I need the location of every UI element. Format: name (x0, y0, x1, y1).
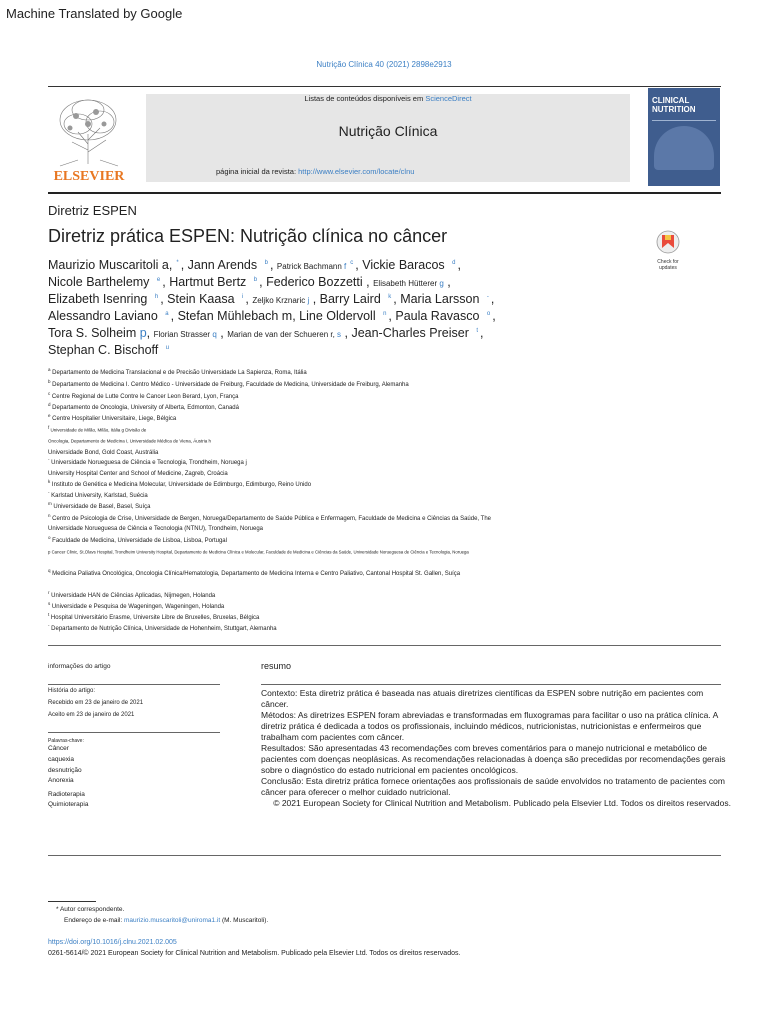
author-name: , Jann Arends (180, 258, 261, 272)
affiliation-text: University Hospital Center and School of Medicine, Zagreb, Croácia (48, 471, 228, 477)
affiliation-marker[interactable]: u (165, 344, 170, 351)
abstract-copyright: © 2021 European Society for Clinical Nutrition and Metabolism. Publicado pela Elsevier Ltd. Todos os direitos reservados. (273, 798, 731, 808)
affiliation-item (48, 456, 247, 467)
affiliation-text: Universidade Bond, Gold Coast, Austrália (48, 450, 159, 456)
author-name: Marian de van der Schueren r, (227, 330, 338, 339)
cover-title: CLINICAL NUTRITION (652, 96, 696, 114)
homepage-prefix: página inicial da revista: (216, 167, 297, 176)
abstract-methods: Métodos: As diretrizes ESPEN foram abreviadas e transformadas em fluxogramas para facilitar o uso na prática clínica. A diretriz prática é dedicada a todos os profissionais, incluindo médicos, nutricionistas, nutricionistas e enfermeiros que trabalham com pacientes com câncer. (261, 710, 718, 742)
affiliation-text: Universidade de Basel, Basel, Suíça (51, 504, 151, 510)
affiliation-marker[interactable]: a (165, 310, 169, 317)
author-name: , (443, 275, 451, 289)
affiliation-text: Medicina Paliativa Oncológica, Oncologia Clínica/Hematologia, Departamento de Medicina Interna e Centro Paliativo, Cantonal Hospital St. Gallen, Suíça (50, 571, 461, 577)
affiliation-marker[interactable]: n (383, 310, 387, 317)
author-name: f (344, 262, 347, 271)
author-name: s (337, 330, 342, 339)
homepage-line (216, 167, 414, 176)
author-line (48, 258, 461, 272)
history-label: História do artigo: (48, 688, 96, 694)
author-name: Maurizio Muscaritoli a, (48, 258, 173, 272)
affiliation-text: Departamento de Medicina Translacional e de Precisão Universidade La Sapienza, Roma, Itália (50, 370, 307, 376)
affiliation-marker[interactable]: c (350, 259, 354, 266)
affiliation-key: o (48, 535, 51, 540)
affiliation-item (48, 489, 148, 500)
affiliation-marker[interactable]: k (388, 293, 392, 300)
author-line (48, 326, 484, 340)
affiliation-marker[interactable]: d (452, 259, 456, 266)
author-name: p (139, 326, 147, 340)
author-name: , (480, 326, 484, 340)
abstract-heading: resumo (261, 661, 292, 671)
journal-cover-image (648, 88, 720, 186)
affiliation-text: Universidade Norueguesa de Ciência e Tecnologia (NTNU), Trondheim, Noruega (48, 526, 264, 532)
affiliation-item (48, 467, 228, 478)
author-name: q (212, 330, 217, 339)
affiliation-text: Universidade HAN de Ciências Aplicadas, Nijmegen, Holanda (49, 593, 216, 599)
top-divider (48, 86, 721, 87)
affiliation-item (48, 600, 224, 611)
affiliation-key: - (48, 623, 50, 628)
affiliation-marker[interactable]: i (242, 293, 244, 300)
author-name: Alessandro Laviano (48, 309, 162, 323)
affiliation-item (48, 589, 215, 600)
article-info-heading: informações do artigo (48, 663, 111, 670)
issn-copyright: 0261-5614/© 2021 European Society for Clinical Nutrition and Metabolism. Publicado pela Elsevier Ltd. Todos os direitos reservados. (48, 950, 461, 957)
affiliation-marker[interactable]: t (476, 327, 479, 334)
author-name: Elisabeth Hütterer (373, 279, 440, 288)
author-name: , (492, 309, 496, 323)
keyword: caquexia (48, 756, 75, 763)
email-line (64, 916, 268, 925)
affiliation-text: Universidade Norueguesa de Ciência e Tecnologia, Trondheim, Noruega j (49, 460, 247, 466)
author-line (48, 292, 494, 306)
journal-homepage-link[interactable]: http://www.elsevier.com/locate/clnu (298, 167, 415, 176)
author-line (48, 343, 171, 357)
author-name: , (457, 258, 461, 272)
affiliation-text: Departamento de Medicina I. Centro Médico - Universidade de Freiburg, Faculdade de Medicina, Universidade de Freiburg, Alemanha (50, 382, 409, 388)
affiliation-item (48, 611, 259, 622)
keyword: desnutrição (48, 767, 82, 774)
author-line (48, 309, 496, 323)
affiliation-key: b (48, 379, 51, 384)
affiliation-key: a (48, 367, 51, 372)
affiliation-item (48, 378, 409, 389)
author-name: , (146, 326, 154, 340)
affiliation-marker[interactable]: b (264, 259, 268, 266)
author-name: , Paula Ravasco (388, 309, 483, 323)
author-name: Nicole Barthelemy (48, 275, 153, 289)
header-divider (48, 192, 721, 194)
affiliation-text: Universidade e Pesquisa de Wageningen, Wageningen, Holanda (50, 604, 225, 610)
affiliation-item (48, 622, 277, 633)
accepted-date: Aceito em 23 de janeiro de 2021 (48, 712, 135, 718)
keyword: Quimioterapia (48, 801, 89, 808)
author-name: , (216, 326, 228, 340)
bookmark-icon (650, 230, 686, 254)
section-divider (48, 645, 721, 646)
sciencedirect-link[interactable]: ScienceDirect (425, 94, 472, 103)
doi-link[interactable]: https://doi.org/10.1016/j.clnu.2021.02.005 (48, 939, 177, 946)
affiliation-key: m (48, 501, 52, 506)
email-prefix: Endereço de e-mail: (64, 917, 123, 924)
author-name: , Vickie Baracos (355, 258, 449, 272)
journal-header-box (146, 94, 630, 182)
affiliation-item (48, 412, 176, 423)
affiliation-text: Instituto de Genética e Medicina Molecular, Universidade de Edimburgo, Edimburgo, Reino Unido (50, 482, 312, 488)
affiliation-key: n (48, 513, 51, 518)
affiliation-item (48, 390, 238, 401)
author-name: Elizabeth Isenring (48, 292, 151, 306)
keywords-label: Palavras-chave: (48, 738, 84, 744)
affiliation-text: p Cancer Clinic, St.Olavs Hospital, Trondheim University Hospital, Departamento de Medicina Clínica e Molecular, Faculdade de Medicina e Ciências da Saúde, Universidade Norueguesa de Ciência e Tecnologia, Noruega (48, 549, 469, 555)
check-for-updates-badge[interactable] (650, 230, 686, 271)
abstract-results: Resultados: São apresentadas 43 recomendações com breves comentários para o manejo nutricional e metabólico de pacientes com doenças neoplásicas. As recomendações relacionadas à doença são precedidas por recomendações gerais sobre o diagnóstico do estado nutricional em pacientes oncológicos. (261, 743, 726, 775)
corresponding-author-note: * Autor correspondente. (56, 906, 125, 913)
affiliation-text: Karlstad University, Karlstad, Suécia (49, 493, 148, 499)
affiliation-item (48, 500, 150, 511)
affiliation-item (48, 534, 227, 545)
affiliation-key: c (48, 391, 51, 396)
contents-prefix: Listas de conteúdos disponíveis em (304, 94, 424, 103)
author-name: , Federico Bozzetti (259, 275, 367, 289)
author-line (48, 275, 451, 289)
author-name: Florian Strasser (153, 330, 213, 339)
author-name: , Maria Larsson (393, 292, 483, 306)
affiliation-item (48, 424, 146, 435)
elsevier-wordmark: ELSEVIER (53, 169, 125, 184)
journal-citation-link[interactable]: Nutrição Clínica 40 (2021) 2898e2913 (316, 60, 452, 69)
author-name: j (307, 296, 310, 305)
affiliation-text: Departamento de Oncologia, University of Alberta, Edmonton, Canadá (50, 405, 239, 411)
affiliation-key: t (48, 612, 50, 617)
affiliation-key: d (48, 402, 51, 407)
author-name: , Hartmut Bertz (162, 275, 250, 289)
author-name: , Barry Laird (309, 292, 385, 306)
abstract-bottom-divider (48, 855, 721, 856)
affiliation-text: Universidade de Milão, Milão, Itália g Divisão de (49, 427, 147, 433)
affiliation-text: Hospital Universitário Erasme, Universite Libre de Bruxelles, Bruxelas, Bélgica (49, 615, 260, 621)
affiliation-key: - (48, 457, 50, 462)
author-name: , (366, 275, 374, 289)
affiliation-key: s (48, 601, 51, 606)
machine-translated-banner: Machine Translated by Google (6, 6, 183, 21)
author-name: , Jean-Charles Preiser (341, 326, 473, 340)
affiliation-item (48, 401, 239, 412)
author-name: , Stein Kaasa (160, 292, 239, 306)
affiliation-item (48, 478, 311, 489)
author-name: , (269, 258, 277, 272)
affiliation-marker[interactable]: * (176, 259, 179, 266)
keyword: Anorexia (48, 777, 74, 784)
affiliation-item (48, 522, 263, 533)
email-suffix: (M. Muscaritoli). (221, 917, 269, 924)
author-name: g (439, 279, 444, 288)
journal-name: Nutrição Clínica (338, 123, 438, 139)
check-updates-label: Check for updates (657, 259, 679, 271)
affiliation-text: Centro de Psicologia de Crise, Universidade de Bergen, Noruega/Departamento de Saúde Pública e Enfermagem, Faculdade de Medicina e Ciências da Saúde, The (50, 516, 491, 522)
affiliation-marker[interactable]: b (253, 276, 258, 283)
contents-line (146, 94, 630, 103)
affiliation-key: r (48, 590, 50, 595)
affiliation-marker[interactable]: h (154, 293, 159, 300)
affiliation-key: - (48, 490, 50, 495)
author-name: , (490, 292, 495, 306)
elsevier-logo (48, 94, 130, 184)
affiliation-text: Centre Hospitalier Universitaire, Liege, Bélgica (50, 416, 177, 422)
affiliation-key: f (48, 425, 50, 430)
affiliation-marker[interactable]: - (486, 293, 489, 300)
affiliation-item (48, 567, 460, 578)
affiliation-text: Departamento de Nutrição Clínica, Universidade de Hohenheim, Stuttgart, Alemanha (49, 626, 277, 632)
abstract-background: Contexto: Esta diretriz prática é baseada nas atuais diretrizes científicas da ESPEN sobre nutrição em pacientes com câncer. (261, 688, 704, 709)
author-name: Patrick Bachmann (276, 262, 345, 271)
keyword: Radioterapia (48, 791, 85, 798)
abstract-body (261, 688, 731, 809)
author-name: Tora S. Solheim (48, 326, 140, 340)
affiliation-key: k (48, 479, 51, 484)
affiliation-item (48, 366, 307, 377)
author-name: Zeljko Krznaric (252, 296, 308, 305)
author-email-link[interactable]: maurizio.muscaritoli@uniroma1.it (123, 917, 221, 924)
affiliation-text: Oncologia, Departamento de Medicina I, Universidade Médica de Viena, Áustria h (48, 438, 212, 444)
author-name: , Stefan Mühlebach m, Line Oldervoll (170, 309, 380, 323)
affiliation-text: Faculdade de Medicina, Universidade de Lisboa, Lisboa, Portugal (50, 538, 227, 544)
received-date: Recebido em 23 de janeiro de 2021 (48, 700, 144, 706)
author-name: , (245, 292, 253, 306)
affiliation-marker[interactable]: e (156, 276, 161, 283)
affiliation-item (48, 546, 469, 556)
affiliation-item (48, 435, 211, 446)
abstract-conclusion: Conclusão: Esta diretriz prática fornece orientações aos profissionais de saúde envolvidos no tratamento de pacientes com câncer para oferecer o melhor cuidado nutricional. (261, 776, 725, 797)
affiliation-key: q (48, 568, 51, 573)
article-type: Diretriz ESPEN (48, 203, 137, 218)
affiliation-key: e (48, 413, 51, 418)
keyword: Câncer (48, 745, 69, 752)
affiliation-text: Centre Regional de Lutte Contre le Cancer Leon Berard, Lyon, França (50, 394, 239, 400)
author-name: Stephan C. Bischoff (48, 343, 162, 357)
article-title: Diretriz prática ESPEN: Nutrição clínica no câncer (48, 226, 448, 246)
affiliation-marker[interactable]: o (486, 310, 491, 317)
